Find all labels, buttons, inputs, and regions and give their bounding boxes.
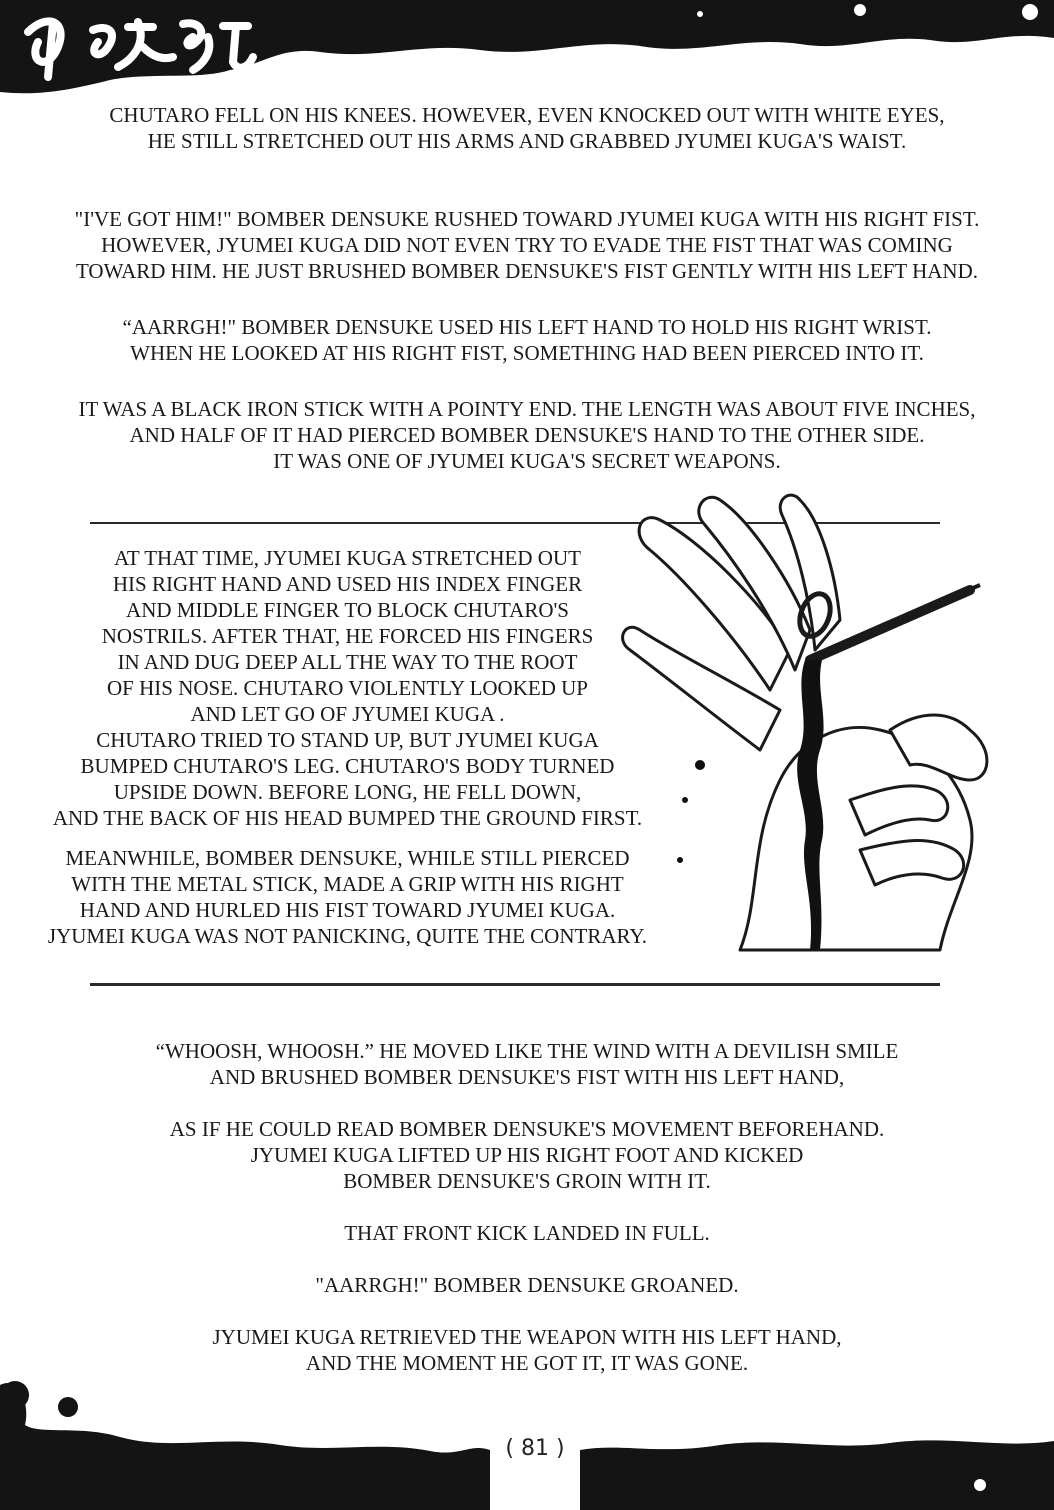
brush-calligraphy-logo-icon [8, 2, 258, 92]
paragraph-1: CHUTARO FELL ON HIS KNEES. HOWEVER, EVEN KNOCKED OUT WITH WHITE EYES, HE STILL STRETCHED OUT HIS ARMS AND GRABBED JYUMEI KUGA'S WAIST. [109, 103, 945, 153]
page-number: ( 81 ) [490, 1426, 580, 1470]
middle-paragraphs [20, 545, 675, 949]
paragraph-5: AT THAT TIME, JYUMEI KUGA STRETCHED OUT HIS RIGHT HAND AND USED HIS INDEX FINGER AND MIDDLE FINGER TO BLOCK CHUTARO'S NOSTRILS. AFTER THAT, HE FORCED HIS FINGERS IN AND DUG DEEP ALL THE WAY TO THE ROOT OF HIS NOSE. CHUTARO VIOLENTLY LOOKED UP AND LET GO OF JYUMEI KUGA . CHUTARO TRIED TO STAND UP, BUT JYUMEI KUGA BUMPED CHUTARO'S LEG. CHUTARO'S BODY TURNED UPSIDE DOWN. BEFORE LONG, HE FELL DOWN, AND THE BACK OF HIS HEAD BUMPED THE GROUND FIRST. [52, 546, 643, 830]
separator-rule-bottom [90, 983, 940, 986]
paragraph-4: IT WAS A BLACK IRON STICK WITH A POINTY END. THE LENGTH WAS ABOUT FIVE INCHES, AND HALF OF IT HAD PIERCED BOMBER DENSUKE'S HAND TO THE OTHER SIDE. IT WAS ONE OF JYUMEI KUGA'S SECRET WEAPONS. [78, 397, 976, 473]
bottom-paragraphs [20, 1038, 1034, 1376]
top-paragraphs [20, 102, 1034, 474]
paragraph-3: “AARRGH!" BOMBER DENSUKE USED HIS LEFT HAND TO HOLD HIS RIGHT WRIST. WHEN HE LOOKED AT HIS RIGHT FIST, SOMETHING HAD BEEN PIERCED INTO IT. [122, 315, 932, 365]
paragraph-2: "I'VE GOT HIM!" BOMBER DENSUKE RUSHED TOWARD JYUMEI KUGA WITH HIS RIGHT FIST. HOWEVER, JYUMEI KUGA DID NOT EVEN TRY TO EVADE THE FIST THAT WAS COMING TOWARD HIM. HE JUST BRUSHED BOMBER DENSUKE'S FIST GENTLY WITH HIS LEFT HAND. [74, 207, 980, 283]
paragraph-8: AS IF HE COULD READ BOMBER DENSUKE'S MOVEMENT BEFOREHAND. JYUMEI KUGA LIFTED UP HIS RIGHT FOOT AND KICKED BOMBER DENSUKE'S GROIN WITH IT. [169, 1117, 885, 1193]
paragraph-9: THAT FRONT KICK LANDED IN FULL. [344, 1221, 710, 1245]
paragraph-10: "AARRGH!" BOMBER DENSUKE GROANED. [315, 1273, 739, 1297]
paragraph-6: MEANWHILE, BOMBER DENSUKE, WHILE STILL PIERCED WITH THE METAL STICK, MADE A GRIP WITH HIS RIGHT HAND AND HURLED HIS FIST TOWARD JYUMEI KUGA. JYUMEI KUGA WAS NOT PANICKING, QUITE THE CONTRARY. [47, 846, 648, 948]
pierced-hand-illustration-icon [610, 480, 1050, 970]
paragraph-11: JYUMEI KUGA RETRIEVED THE WEAPON WITH HIS LEFT HAND, AND THE MOMENT HE GOT IT, IT WAS GONE. [212, 1325, 842, 1375]
paragraph-7: “WHOOSH, WHOOSH.” HE MOVED LIKE THE WIND WITH A DEVILISH SMILE AND BRUSHED BOMBER DENSUKE'S FIST WITH HIS LEFT HAND, [155, 1039, 899, 1089]
